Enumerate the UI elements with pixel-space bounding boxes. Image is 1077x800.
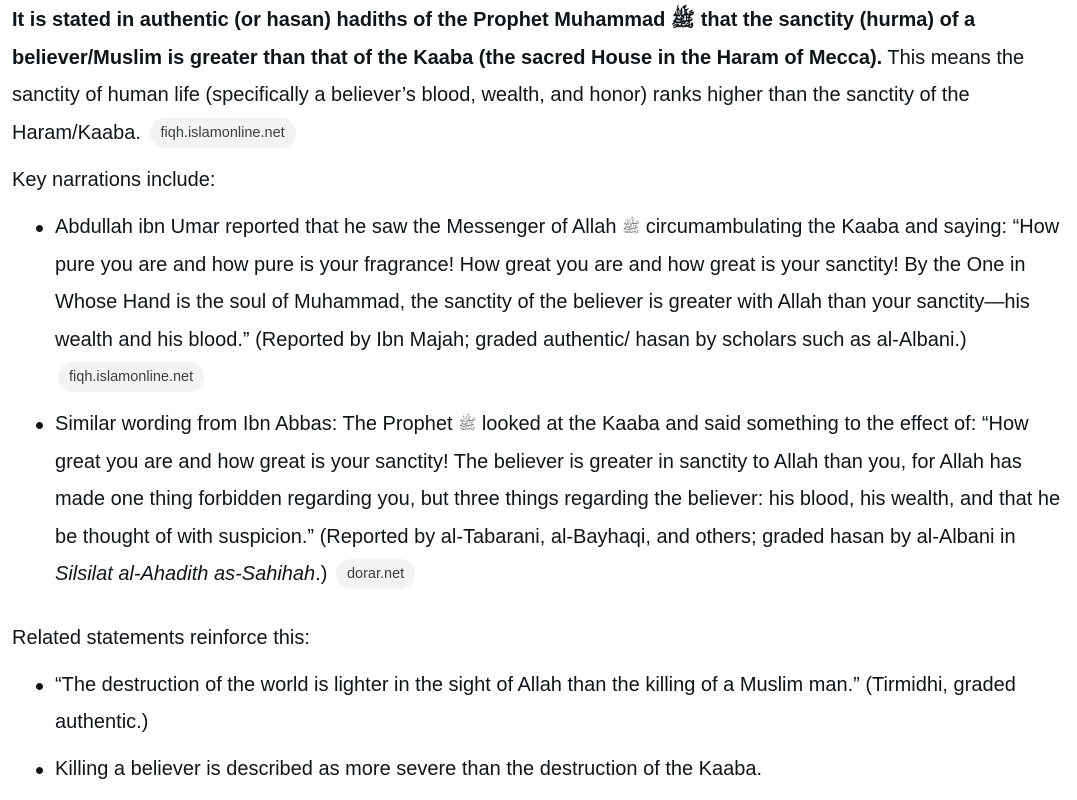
list-item: “The destruction of the world is lighter in the sight of Allah than the killing of a Muslim man.” (Tirmidhi, graded authentic.) (55, 667, 1061, 742)
intro-paragraph (12, 2, 1061, 152)
source-chip-intro[interactable]: fiqh.islamonline.net (150, 118, 296, 148)
related-list (12, 667, 1061, 789)
intro-text: This means the sanctity of human life (specifically a believer’s blood, wealth, and honor) ranks higher than the sanctity of the Haram/Kaaba. (12, 46, 1025, 144)
list-item (55, 406, 1061, 594)
list-item: Killing a believer is described as more severe than the destruction of the Kaaba. (55, 751, 1061, 789)
narration-text: Similar wording from Ibn Abbas: The Prophet (55, 412, 453, 435)
prophet-seal-icon: ﷺ (670, 9, 696, 31)
list-item (55, 209, 1061, 397)
related-heading: Related statements reinforce this: (12, 626, 310, 649)
narration-text: Abdullah ibn Umar reported that he saw the Messenger of Allah (55, 215, 617, 238)
book-title: Silsilat al-Ahadith as-Sahihah (55, 563, 316, 586)
prophet-seal-icon: ﷺ (458, 415, 477, 433)
prophet-seal-icon: ﷺ (622, 218, 641, 236)
key-narrations-list (12, 209, 1061, 594)
key-narrations-heading: Key narrations include: (12, 169, 216, 192)
narration-text: circumambulating the Kaaba and saying: “How pure you are and how pure is your fragrance! How great you are and how great is your sanctity! By the One in Whose Hand is the soul of Muhammad, the sanctity of the believer is greater with Allah than your sanctity—his wealth and his blood.” (Reported by Ibn Majah; graded authentic/ hasan by scholars such as al-Albani.) (55, 215, 1060, 351)
source-chip[interactable]: dorar.net (336, 559, 415, 589)
narration-text: .) (315, 563, 328, 586)
intro-bold-1: It is stated in authentic (or hasan) hadiths of the Prophet Muhammad (12, 9, 666, 31)
intro-bold-2: that the sanctity (hurma) of a believer/Muslim is greater than that of the Kaaba (the sacred House in the Haram of Mecca). (12, 9, 976, 69)
source-chip[interactable]: fiqh.islamonline.net (58, 362, 204, 392)
narration-text: looked at the Kaaba and said something to the effect of: “How great you are and how great is your sanctity! The believer is greater in sanctity to Allah than you, for Allah has made one thing forbidden regarding you, but three things regarding the believer: his blood, his wealth, and that he be thought of with suspicion.” (Reported by al-Tabarani, al-Bayhaqi, and others; graded hasan by al-Albani in (55, 412, 1061, 548)
